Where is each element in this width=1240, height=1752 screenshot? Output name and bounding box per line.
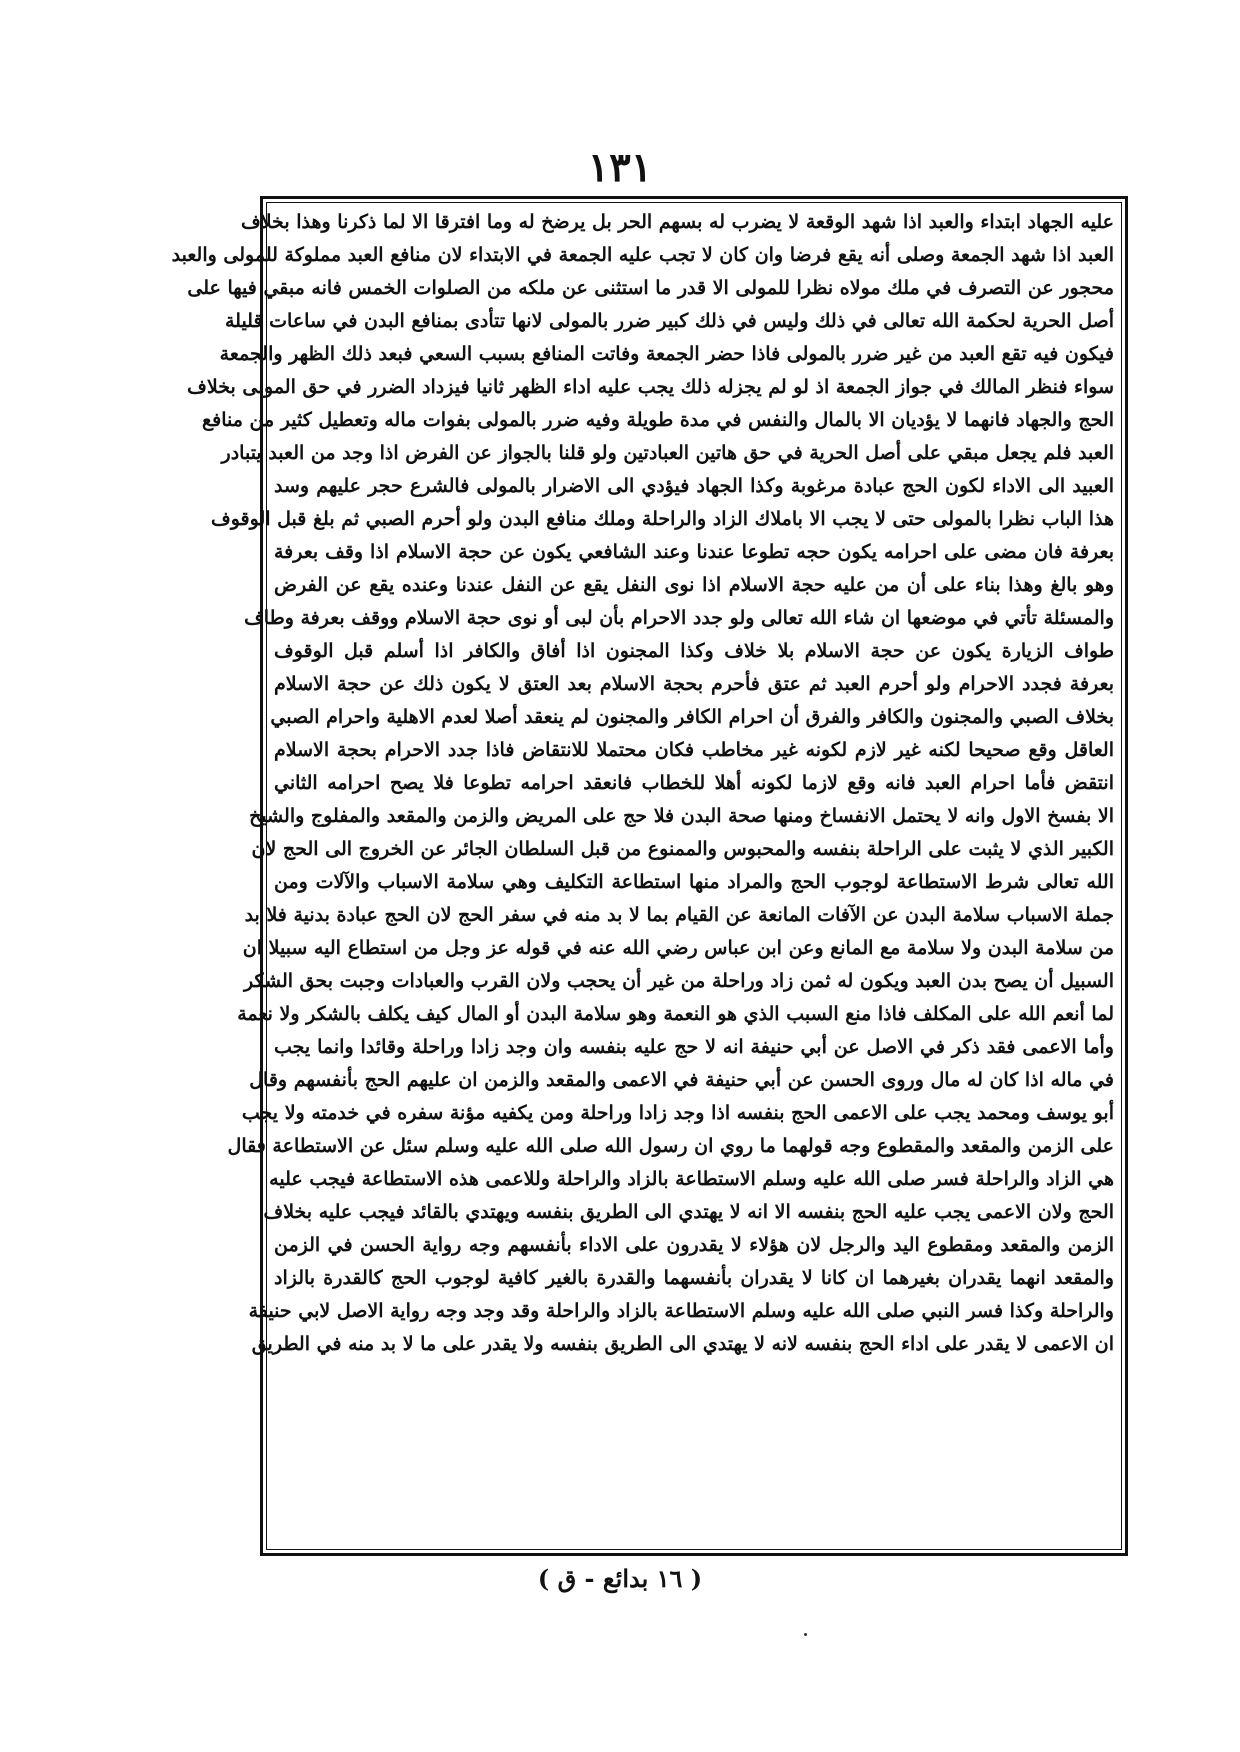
text-line: الله تعالى شرط الاستطاعة لوجوب الحج والمراد منها استطاعة التكليف وهي سلامة الاسباب والآلات ومن — [274, 871, 1114, 893]
text-line: في ماله اذا كان له مال وروى الحسن عن أبي حنيفة في الاعمى والمقعد والزمن ان عليهم الحج بأنفسهم وقال — [249, 1069, 1114, 1091]
text-line: الكبير الذي لا يثبت على الراحلة بنفسه والمحبوس والممنوع من قبل السلطان الجائر عن الخروج الى الحج لان — [251, 838, 1114, 860]
text-line: العبد اذا شهد الجمعة وصلى أنه يقع فرضا وان كان لا تجب عليه الجمعة في الابتداء لان منافع العبد مملوكة للمولى والعبد — [171, 244, 1114, 266]
text-line: هذا الباب نظرا بالمولى حتى لا يجب الا باملاك الزاد والراحلة وملك منافع البدن ولو أحرم الصبي ثم بلغ قبل الوقوف — [211, 508, 1114, 530]
stray-dot-mark — [804, 1633, 807, 1636]
text-line: لما أنعم الله على المكلف فاذا منع السبب الذي هو النعمة وهو سلامة البدن أو المال كيف يكلف بالشكر ولا نعمة — [237, 1003, 1114, 1025]
text-line: طواف الزيارة يكون عن حجة الاسلام بلا خلاف وكذا المجنون اذا أفاق والكافر اذا أسلم قبل الوقوف — [274, 640, 1114, 662]
text-line: والمقعد انهما يقدران بغيرهما ان كانا لا يقدران بأنفسهما والقدرة بالغير كافية لوجوب الحج كالقدرة بالزاد — [274, 1267, 1114, 1289]
text-line: أبو يوسف ومحمد يجب على الاعمى الحج بنفسه اذا وجد زادا وراحلة ومن يكفيه مؤنة سفره في خدمته ولا يجب — [241, 1102, 1114, 1124]
text-body — [171, 206, 1116, 1546]
text-line: الحج والجهاد فانهما لا يؤديان الا بالمال والنفس في مدة طويلة وفيه ضرر بالمولى بفوات ماله وتعطيل كثير من منافع — [202, 409, 1114, 431]
text-line: الحج ولان الاعمى يجب عليه الحج بنفسه الا انه لا يهتدي الى الطريق بنفسه ويهتدي بالقائد فيجب عليه بخلاف — [263, 1201, 1114, 1223]
text-line: العاقل وقع صحيحا لكنه غير لازم لكونه غير مخاطب فكان محتملا للانتقاض فاذا جدد الاحرام بحجة الاسلام — [274, 739, 1114, 761]
text-line: السبيل أن يصح بدن العبد ويكون له ثمن زاد وراحلة من غير أن يحجب ولان القرب والعبادات وجبت بحق الشكر — [244, 970, 1114, 992]
text-line: بعرفة فجدد الاحرام ولو أحرم العبد ثم عتق فأحرم بحجة الاسلام بعد العتق لا يكون ذلك عن حجة الاسلام — [274, 673, 1114, 695]
text-line: الزمن والمقعد ومقطوع اليد والرجل لان هؤلاء لا يقدرون على الاداء بأنفسهم وجه رواية الحسن في الزمن — [274, 1234, 1114, 1256]
text-line: ان الاعمى لا يقدر على اداء الحج بنفسه لانه لا يهتدي الى الطريق بنفسه ولا يقدر على ما لا بد منه في الطريق — [251, 1333, 1114, 1355]
text-line: بعرفة فان مضى على احرامه يكون حجه تطوعا عندنا وعند الشافعي يكون عن حجة الاسلام اذا وقف بعرفة — [274, 541, 1114, 563]
text-line: وهو بالغ وهذا بناء على أن من عليه حجة الاسلام اذا نوى النفل يقع عن النفل عندنا وعنده يقع عن الفرض — [274, 574, 1114, 596]
text-line: والمسئلة تأتي في موضعها ان شاء الله تعالى ولو جدد الاحرام بأن لبى أو نوى حجة الاسلام ووقف بعرفة وطاف — [244, 607, 1114, 629]
text-line: سواء فنظر المالك في جواز الجمعة اذ لو لم يجزله ذلك يجب عليه اداء الظهر ثانيا فيزداد الضرر في حق المولى بخلاف — [187, 376, 1114, 398]
text-line: من سلامة البدن ولا سلامة مع المانع وعن ابن عباس رضي الله عنه في قوله عز وجل من استطاع اليه سبيلا ان — [242, 937, 1114, 959]
page-number: ١٣١ — [587, 144, 653, 191]
text-line: الا بفسخ الاول وانه لا يحتمل الانفساخ ومنها صحة البدن فلا حج على المريض والزمن والمقعد والمفلوج والشيخ — [249, 805, 1114, 827]
text-line: بخلاف الصبي والمجنون والكافر والفرق أن احرام الكافر والمجنون لم ينعقد أصلا لعدم الاهلية واحرام الصبي — [270, 706, 1114, 728]
text-line: هي الزاد والراحلة فسر صلى الله عليه وسلم الاستطاعة بالزاد والراحلة وللاعمى هذه الاستطاعة فيجب عليه — [269, 1168, 1114, 1190]
text-line: العبد فلم يجعل مبقي على أصل الحرية في حق هاتين العبادتين ولو قلنا بالجواز عن الفرض اذا وجد من العبد يتبادر — [221, 442, 1114, 464]
text-line: عليه الجهاد ابتداء والعبد اذا شهد الوقعة لا يضرب له بسهم الحر بل يرضخ له وما افترقا الا لما ذكرنا وهذا بخلاف — [241, 211, 1114, 233]
text-line: والراحلة وكذا فسر النبي صلى الله عليه وسلم الاستطاعة بالزاد والراحلة وقد وجد وجه رواية الاصل لابي حنيفة — [248, 1300, 1114, 1322]
printer-signature: ( ١٦ بدائع - ق ) — [537, 1564, 703, 1593]
text-line: العبيد الى الاداء لكون الحج عبادة مرغوبة وكذا الجهاد فيؤدي الى الاضرار بالمولى فالشرع حجر عليهم وسد — [274, 475, 1114, 497]
text-line: على الزمن والمقعد والمقطوع وجه قولهما ما روي ان رسول الله صلى الله عليه وسلم سئل عن الاستطاعة فقال — [227, 1135, 1114, 1157]
text-line: انتقض فأما احرام العبد فانه وقع لازما لكونه أهلا للخطاب فانعقد احرامه تطوعا فلا يصح احرامه الثاني — [274, 772, 1114, 794]
text-line: أصل الحرية لحكمة الله تعالى في ذلك وليس في ذلك كبير ضرر بالمولى لانها تتأدى بمنافع البدن في ساعات قليلة — [224, 310, 1114, 332]
text-line: محجور عن التصرف في ملك مولاه نظرا للمولى الا قدر ما استثنى عن ملكه من الصلوات الخمس فانه مبقي فيها على — [187, 277, 1114, 299]
text-line: وأما الاعمى فقد ذكر في الاصل عن أبي حنيفة انه لا حج عليه بنفسه وان وجد زادا وراحلة وقائدا وانما يجب — [274, 1036, 1114, 1058]
text-line: فيكون فيه تقع العبد من غير ضرر بالمولى فاذا حضر الجمعة وفاتت المنافع بسبب السعي فبعد ذلك الظهر والجمعة — [219, 343, 1114, 365]
text-line: جملة الاسباب سلامة البدن عن الآفات المانعة عن القيام بما لا بد منه في سفر الحج لان الحج عبادة بدنية فلا بد — [244, 904, 1114, 926]
